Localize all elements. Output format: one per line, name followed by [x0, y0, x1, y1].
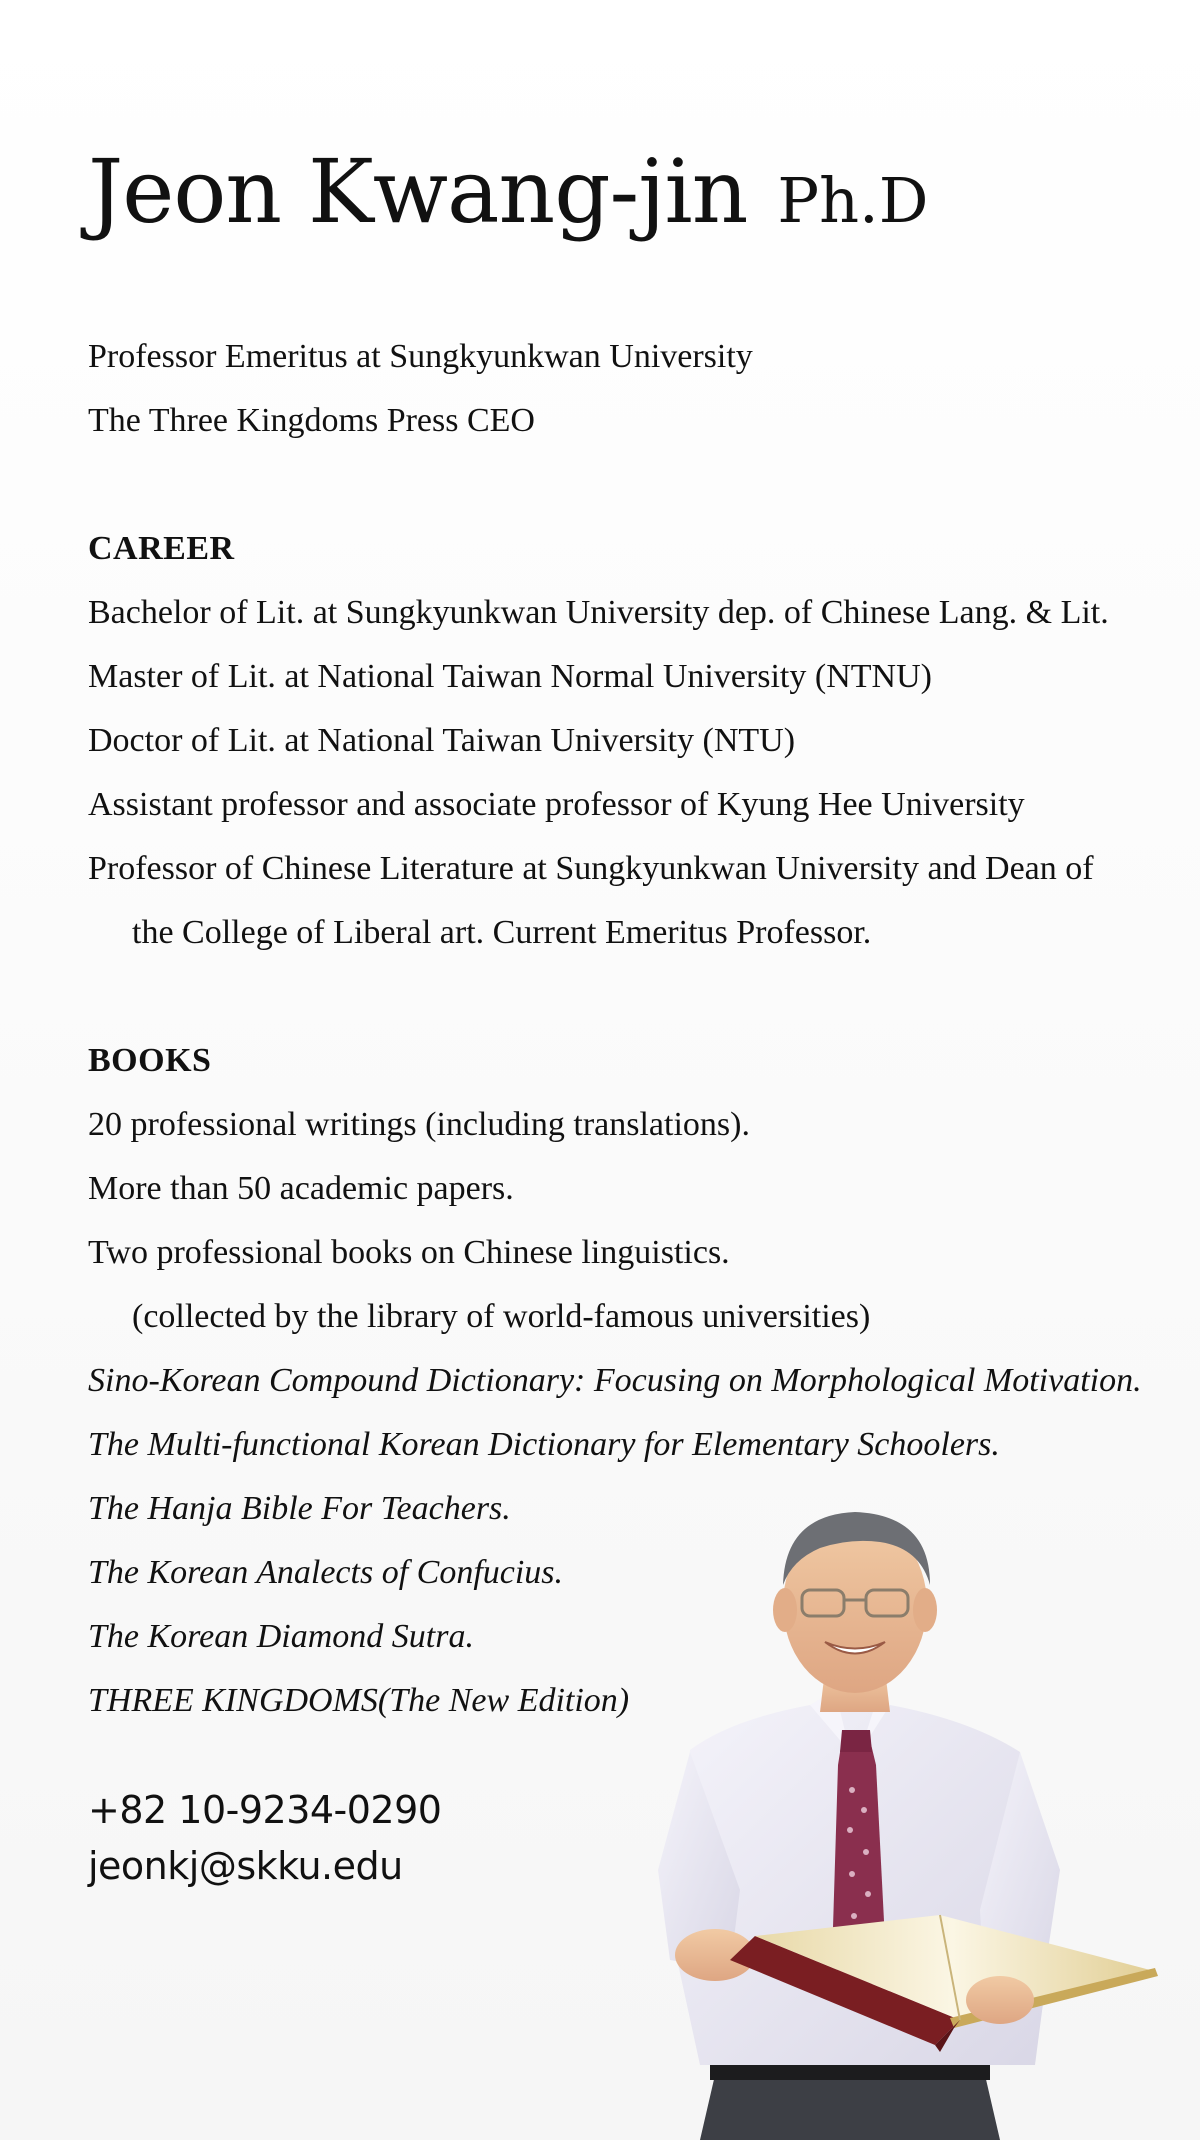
books-item: More than 50 academic papers.: [88, 1170, 514, 1207]
position-line: The Three Kingdoms Press CEO: [88, 402, 535, 439]
person-name: Jeon Kwang-jin: [88, 140, 748, 243]
career-heading: CAREER: [88, 530, 235, 567]
degree-suffix: Ph.D: [777, 164, 929, 237]
book-title: The Korean Diamond Sutra.: [88, 1618, 474, 1655]
book-title: The Hanja Bible For Teachers.: [88, 1490, 511, 1527]
book-title: THREE KINGDOMS(The New Edition): [88, 1682, 630, 1719]
career-item: Doctor of Lit. at National Taiwan University (NTU): [88, 722, 796, 759]
profile-header: [88, 140, 928, 260]
career-item: Professor of Chinese Literature at Sungkyunkwan University and Dean of: [88, 850, 1094, 887]
spacer: [88, 965, 1168, 1029]
person-holding-book-icon: [580, 1490, 1190, 2140]
career-item-continuation: the College of Liberal art. Current Emeritus Professor.: [132, 914, 872, 951]
books-item-note: (collected by the library of world-famous universities): [132, 1298, 871, 1335]
phone-number: +82 10-9234-0290: [88, 1788, 442, 1832]
book-title: The Multi-functional Korean Dictionary for Elementary Schoolers.: [88, 1426, 1000, 1463]
position-line: Professor Emeritus at Sungkyunkwan University: [88, 338, 753, 375]
contact-block: [88, 1782, 441, 1894]
career-item: Assistant professor and associate professor of Kyung Hee University: [88, 786, 1025, 823]
books-heading: BOOKS: [88, 1042, 212, 1079]
career-item: Bachelor of Lit. at Sungkyunkwan University dep. of Chinese Lang. & Lit.: [88, 594, 1109, 631]
book-title: The Korean Analects of Confucius.: [88, 1554, 564, 1591]
career-item: Master of Lit. at National Taiwan Normal University (NTNU): [88, 658, 932, 695]
book-title: Sino-Korean Compound Dictionary: Focusing on Morphological Motivation.: [88, 1362, 1142, 1399]
spacer: [88, 453, 1168, 517]
books-item: Two professional books on Chinese linguistics.: [88, 1234, 730, 1271]
email-address: jeonkj@skku.edu: [88, 1844, 403, 1888]
books-item: 20 professional writings (including translations).: [88, 1106, 750, 1143]
